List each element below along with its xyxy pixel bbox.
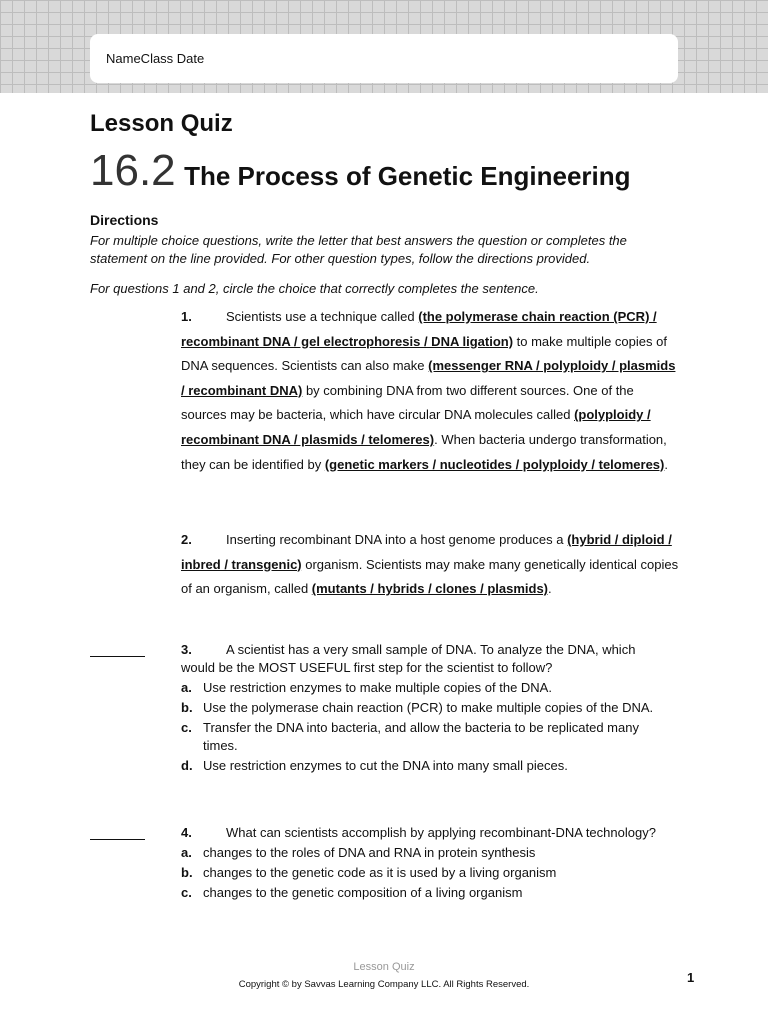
question-4-option-b xyxy=(181,864,671,882)
question-2-choice-2[interactable]: (mutants / hybrids / clones / plasmids) xyxy=(311,581,549,597)
question-2-text-1: Inserting recombinant DNA into a host genome produces a xyxy=(226,532,568,547)
option-letter: a. xyxy=(181,845,192,860)
question-3-answer-line[interactable] xyxy=(90,656,145,657)
name-class-date-label: NameClass Date xyxy=(106,51,205,66)
option-text: changes to the roles of DNA and RNA in protein synthesis xyxy=(203,845,536,860)
option-text: changes to the genetic composition of a living organism xyxy=(203,885,523,900)
question-2-number: 2. xyxy=(181,532,192,547)
question-1-text-2: to make multiple copies of DNA sequences. Scientists can also make xyxy=(181,333,667,374)
question-3 xyxy=(181,641,671,775)
question-3-stem-row xyxy=(181,641,671,677)
question-1-choice-4[interactable]: (genetic markers / nucleotides / polyploidy / telomeres) xyxy=(324,456,665,472)
question-3-number: 3. xyxy=(181,642,192,657)
question-4-number: 4. xyxy=(181,825,192,840)
directions-text: For multiple choice questions, write the letter that best answers the question or completes the statement on the line provided. For other question types, follow the directions provided. xyxy=(90,233,627,266)
directions-heading: Directions xyxy=(90,212,159,228)
lesson-quiz-heading: Lesson Quiz xyxy=(90,110,233,137)
question-1 xyxy=(181,305,681,477)
option-letter: c. xyxy=(181,885,192,900)
question-4-stem-row xyxy=(181,824,671,842)
option-text: Transfer the DNA into bacteria, and allow the bacteria to be replicated many times. xyxy=(203,720,639,753)
question-1-text-4: . When bacteria undergo transformation, they can be identified by xyxy=(181,431,667,472)
question-2-text-2: organism. Scientists may make many genetically identical copies of an organism, called xyxy=(181,556,679,597)
question-3-option-d xyxy=(181,757,671,775)
question-1-choice-2[interactable]: (messenger RNA / polyploidy / plasmids / recombinant DNA) xyxy=(181,358,676,398)
footer-copyright: Copyright © by Savvas Learning Company LLC. All Rights Reserved. xyxy=(238,979,530,990)
lesson-title: The Process of Genetic Engineering xyxy=(184,161,631,191)
option-letter: c. xyxy=(181,720,192,735)
lesson-number: 16.2 xyxy=(90,146,176,195)
question-3-stem: A scientist has a very small sample of DNA. To analyze the DNA, which would be the MOST USEFUL first step for the scientist to follow? xyxy=(181,642,636,675)
question-4-option-a xyxy=(181,844,671,862)
question-4-answer-line[interactable] xyxy=(90,839,145,840)
question-3-option-c xyxy=(181,719,671,755)
option-text: Use the polymerase chain reaction (PCR) to make multiple copies of the DNA. xyxy=(203,700,654,715)
name-class-date-box xyxy=(90,34,678,83)
q12-instruction: For questions 1 and 2, circle the choice that correctly completes the sentence. xyxy=(90,281,539,296)
question-2 xyxy=(181,528,681,602)
question-4 xyxy=(181,824,671,902)
question-1-choice-3[interactable]: (polyploidy / recombinant DNA / plasmids / telomeres) xyxy=(181,407,651,447)
question-3-option-b xyxy=(181,699,671,717)
lesson-title-row xyxy=(90,146,631,196)
option-letter: b. xyxy=(181,700,193,715)
option-letter: d. xyxy=(181,758,193,773)
question-4-option-c xyxy=(181,884,671,902)
question-2-text-3: . xyxy=(548,581,552,597)
question-1-number: 1. xyxy=(181,309,192,324)
question-4-stem: What can scientists accomplish by applying recombinant-DNA technology? xyxy=(226,825,656,840)
question-1-text-3: by combining DNA from two different sources. One of the sources may be bacteria, which have circular DNA molecules called xyxy=(181,382,634,423)
question-1-text-1: Scientists use a technique called xyxy=(226,309,419,324)
option-text: changes to the genetic code as it is used by a living organism xyxy=(203,865,557,880)
footer-label: Lesson Quiz xyxy=(353,961,415,973)
question-1-choice-1[interactable]: (the polymerase chain reaction (PCR) / recombinant DNA / gel electrophoresis / DNA ligation) xyxy=(181,309,657,349)
question-1-text-5: . xyxy=(664,456,668,472)
option-text: Use restriction enzymes to make multiple copies of the DNA. xyxy=(203,680,552,695)
question-3-option-a xyxy=(181,679,671,697)
option-text: Use restriction enzymes to cut the DNA into many small pieces. xyxy=(203,758,568,773)
option-letter: b. xyxy=(181,865,193,880)
question-2-choice-1[interactable]: (hybrid / diploid / inbred / transgenic) xyxy=(181,532,672,572)
option-letter: a. xyxy=(181,680,192,695)
page-number: 1 xyxy=(687,970,695,985)
